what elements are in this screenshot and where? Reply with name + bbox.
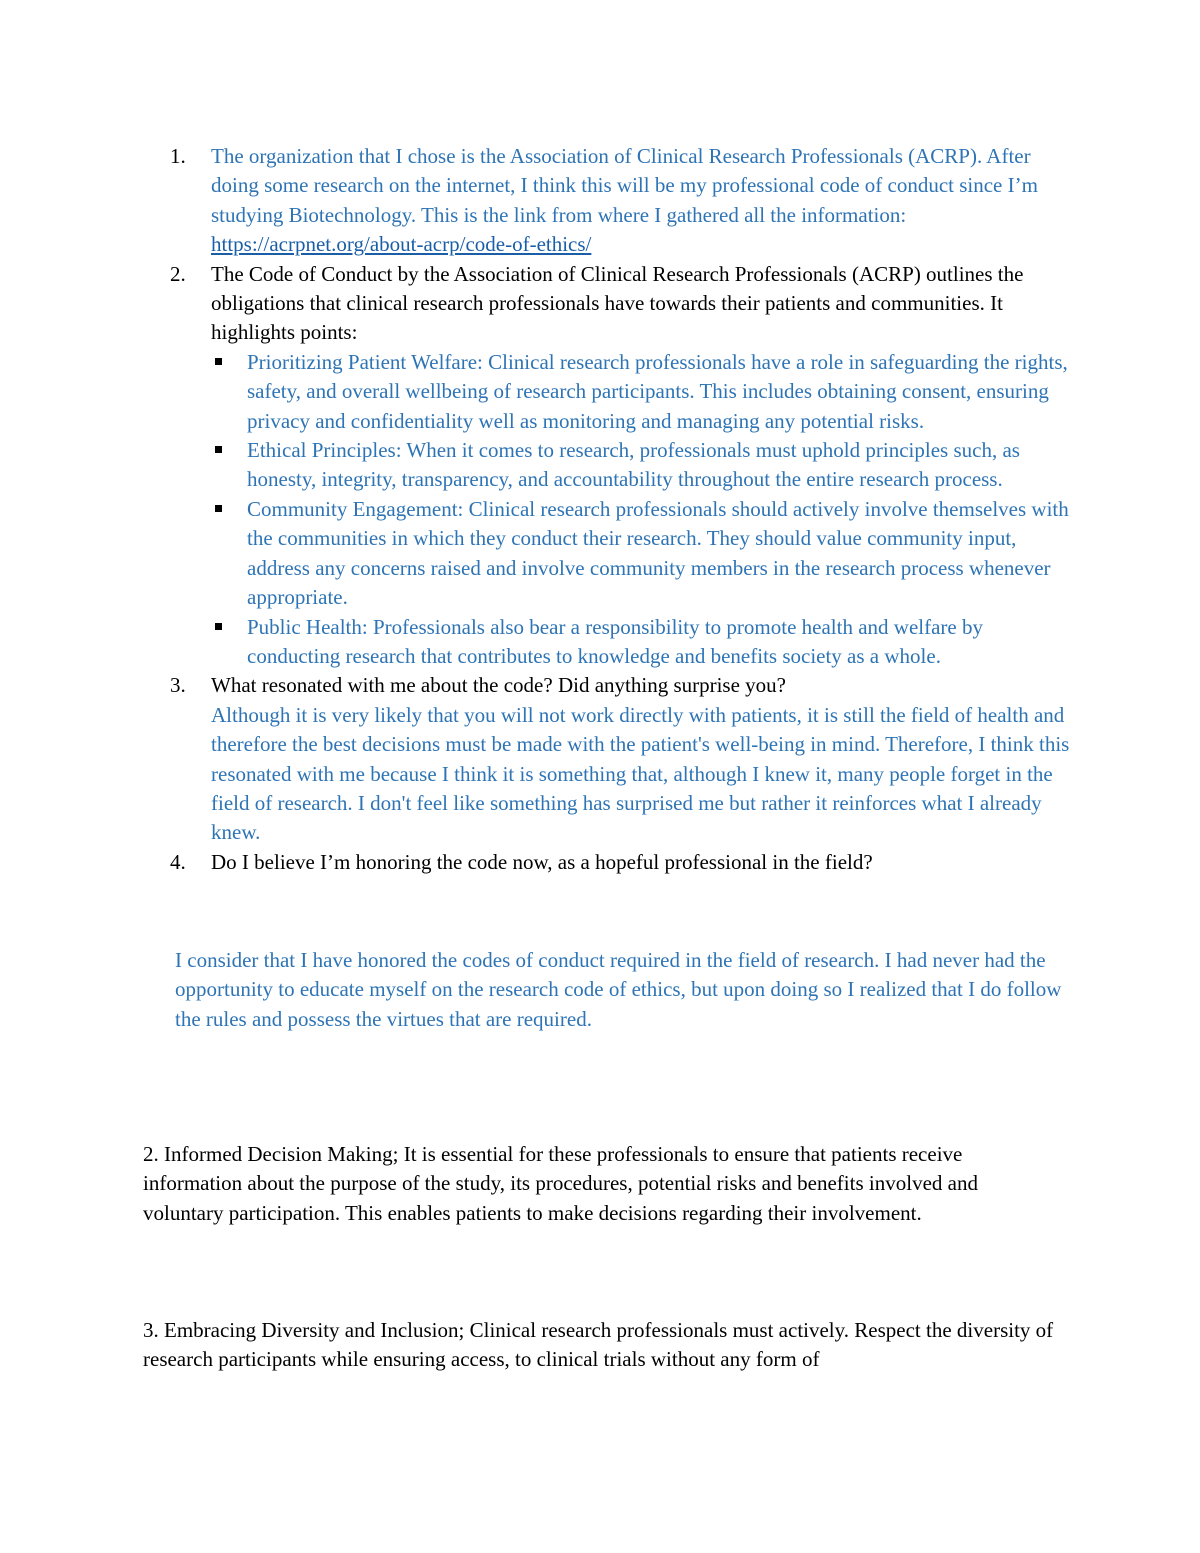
item4-question: Do I believe I’m honoring the code now, as a hopeful professional in the field? [211, 849, 873, 874]
list-item-content [211, 671, 1070, 847]
list-item-2 [170, 260, 1070, 672]
item3-question: What resonated with me about the code? Did anything surprise you? [211, 673, 786, 698]
bullet-text: Prioritizing Patient Welfare: Clinical research professionals have a role in safeguarding the rights, safety, and overall wellbeing of research participants. This includes obtaining consent, ensuring privacy and confidentiality well as monitoring and managing any potential risks. [247, 349, 1068, 433]
list-item-1 [170, 142, 1070, 260]
numbered-list [170, 142, 1070, 877]
list-number: 4. [170, 849, 186, 874]
bullet-item [211, 436, 1070, 495]
square-bullet-icon [211, 436, 247, 495]
item3-answer: Although it is very likely that you will not work directly with patients, it is still the field of health and therefore the best decisions must be made with the patient's well-being in mind. Therefore, I think this resonated with me because I think it is something that, although I knew it, many people forget in the field of research. I don't feel like something has surprised me but rather it reinforces what I already knew. [211, 702, 1070, 845]
list-number: 2. [170, 261, 186, 286]
list-item-4 [170, 848, 1070, 877]
list-number: 1. [170, 144, 186, 168]
square-bullet-icon [211, 495, 247, 613]
square-bullet-icon [211, 348, 247, 436]
list-item-3 [170, 671, 1070, 847]
item2-text: The Code of Conduct by the Association of Clinical Research Professionals (ACRP) outlines the obligations that clinical research professionals have towards their patients and communities. It highlights points: [211, 261, 1024, 345]
bullet-list [211, 348, 1070, 671]
list-item-content [211, 848, 1070, 877]
square-bullet-icon [211, 613, 247, 672]
list-item-content [211, 142, 1070, 260]
item4-answer: I consider that I have honored the codes of conduct required in the field of research. I had never had the opportunity to educate myself on the research code of ethics, but upon doing so I realized that I do follow the rules and possess the virtues that are required. [175, 948, 1062, 1031]
bullet-text: Public Health: Professionals also bear a responsibility to promote health and welfare by conducting research that contributes to knowledge and benefits society as a whole. [247, 614, 983, 668]
bullet-text: Ethical Principles: When it comes to research, professionals must uphold principles such, as honesty, integrity, transparency, and accountability throughout the entire research process. [247, 438, 1020, 492]
bullet-item [211, 495, 1070, 613]
bullet-item [211, 613, 1070, 672]
paragraph-informed-decision-making: 2. Informed Decision Making; It is essential for these professionals to ensure that patients receive information about the purpose of the study, its procedures, potential risks and benefits involved and voluntary participation. This enables patients to make decisions regarding their involvement. [143, 1142, 978, 1225]
list-number: 3. [170, 673, 186, 698]
bullet-item [211, 348, 1070, 436]
code-of-ethics-link[interactable]: https://acrpnet.org/about-acrp/code-of-ethics/ [211, 232, 592, 257]
paragraph-diversity-inclusion: 3. Embracing Diversity and Inclusion; Clinical research professionals must actively. Respect the diversity of research participants while ensuring access, to clinical trials without any form of [143, 1318, 1054, 1372]
item1-text: The organization that I chose is the Association of Clinical Research Professionals (ACRP). After doing some research on the internet, I think this will be my professional code of conduct since I’m studying Biotechnology. This is the link from where I gathered all the information: [211, 144, 1038, 227]
list-item-content [211, 260, 1070, 672]
bullet-text: Community Engagement: Clinical research professionals should actively involve themselves with the communities in which they conduct their research. They should value community input, address any concerns raised and involve community members in the research process whenever appropriate. [247, 496, 1069, 610]
